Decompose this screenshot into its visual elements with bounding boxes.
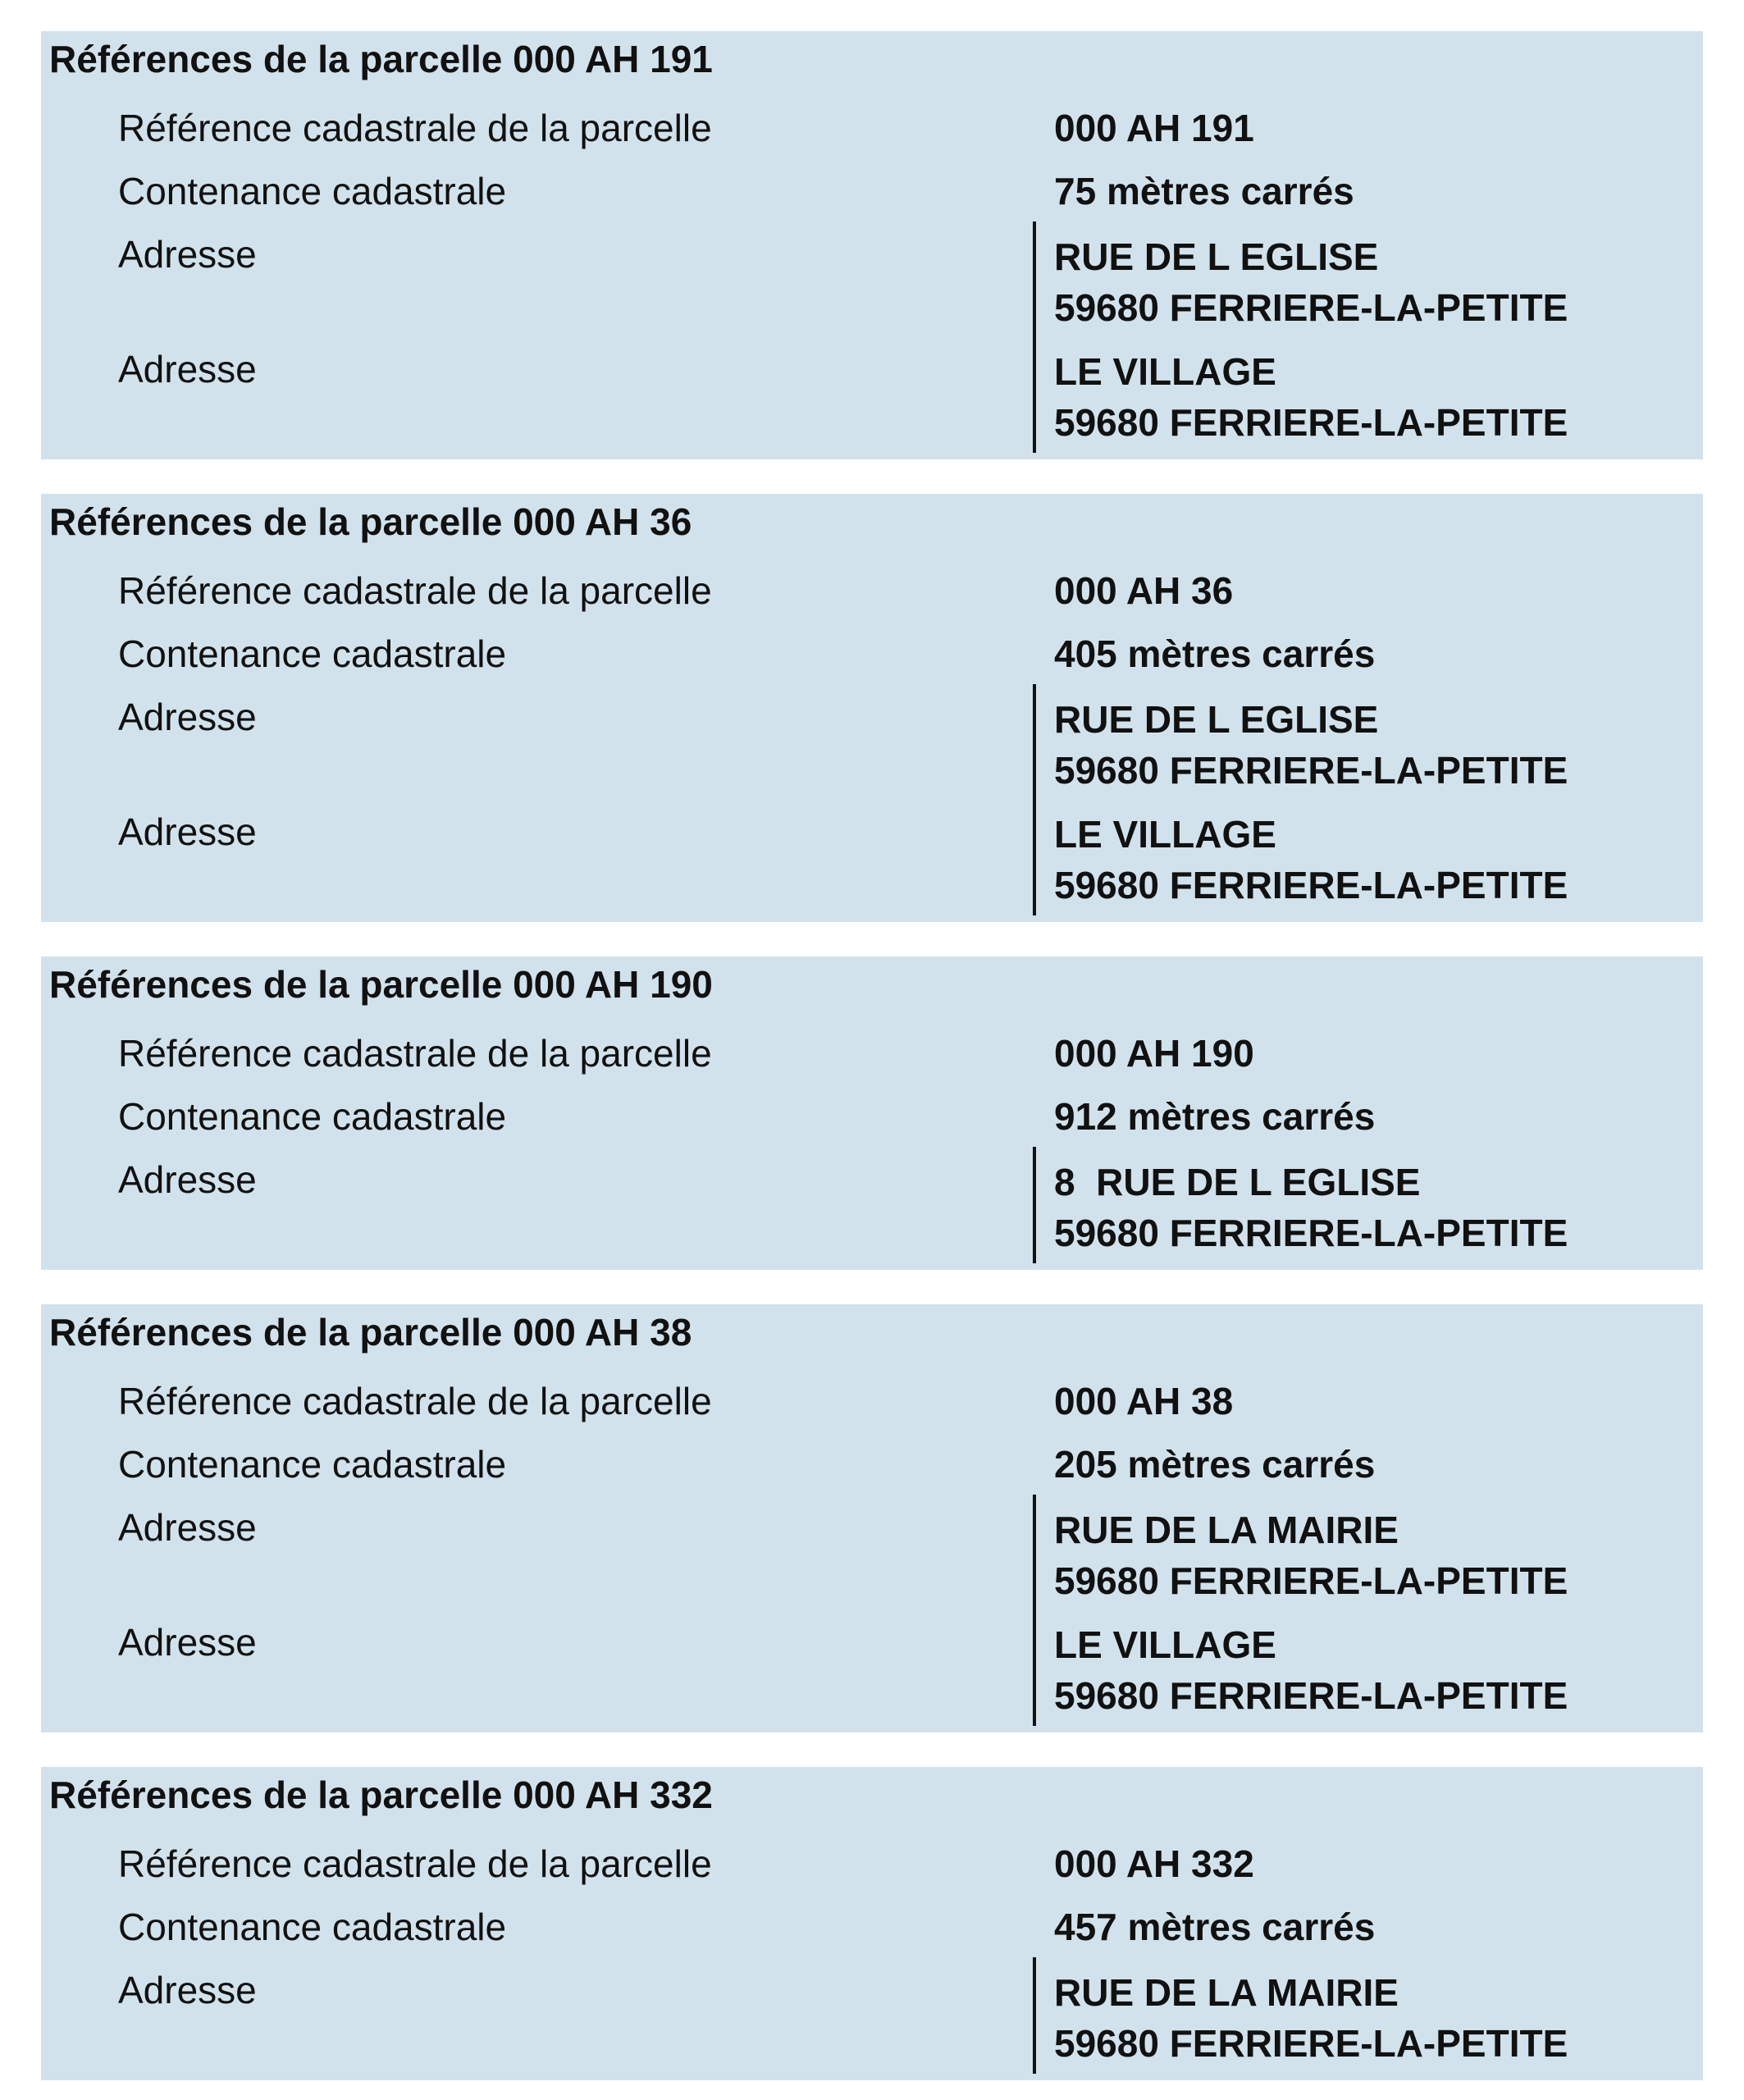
adresse-label: Adresse (118, 1969, 257, 2011)
address-value (1054, 694, 1568, 796)
address-street: LE VILLAGE (1054, 813, 1276, 856)
reference-value: 000 AH 36 (1054, 569, 1234, 612)
address-street: RUE DE L EGLISE (1054, 235, 1379, 278)
address-value (1054, 1504, 1568, 1606)
contenance-label: Contenance cadastrale (118, 1443, 507, 1486)
address-divider (1033, 1147, 1036, 1263)
parcel-title: Références de la parcelle 000 AH 191 (49, 38, 713, 80)
address-city: 59680 FERRIERE-LA-PETITE (1054, 749, 1568, 792)
address-value (1054, 346, 1568, 448)
address-city: 59680 FERRIERE-LA-PETITE (1054, 401, 1568, 444)
address-divider (1033, 684, 1036, 915)
contenance-value: 205 mètres carrés (1054, 1443, 1376, 1486)
parcel-block (41, 1767, 1703, 2080)
contenance-value: 457 mètres carrés (1054, 1906, 1376, 1948)
parcel-block (41, 1304, 1703, 1732)
reference-label: Référence cadastrale de la parcelle (118, 569, 712, 612)
address-street: 8 RUE DE L EGLISE (1054, 1161, 1421, 1203)
adresse-label: Adresse (118, 233, 257, 276)
parcel-block (41, 956, 1703, 1270)
address-city: 59680 FERRIERE-LA-PETITE (1054, 2022, 1568, 2065)
address-value (1054, 1157, 1568, 1258)
address-divider (1033, 1957, 1036, 2074)
contenance-value: 912 mètres carrés (1054, 1095, 1376, 1138)
reference-label: Référence cadastrale de la parcelle (118, 1032, 712, 1075)
adresse-label: Adresse (118, 1621, 257, 1664)
parcel-title: Références de la parcelle 000 AH 38 (49, 1311, 692, 1354)
address-city: 59680 FERRIERE-LA-PETITE (1054, 286, 1568, 329)
parcel-block (41, 494, 1703, 922)
parcel-title: Références de la parcelle 000 AH 36 (49, 500, 692, 543)
reference-label: Référence cadastrale de la parcelle (118, 1380, 712, 1422)
adresse-label: Adresse (118, 1158, 257, 1201)
address-divider (1033, 1495, 1036, 1726)
address-value (1054, 231, 1568, 333)
contenance-label: Contenance cadastrale (118, 1906, 507, 1948)
reference-label: Référence cadastrale de la parcelle (118, 107, 712, 149)
address-city: 59680 FERRIERE-LA-PETITE (1054, 1212, 1568, 1254)
reference-label: Référence cadastrale de la parcelle (118, 1842, 712, 1885)
address-street: LE VILLAGE (1054, 350, 1276, 393)
adresse-label: Adresse (118, 810, 257, 853)
address-street: RUE DE LA MAIRIE (1054, 1509, 1399, 1551)
reference-value: 000 AH 332 (1054, 1842, 1254, 1885)
parcel-title: Références de la parcelle 000 AH 332 (49, 1774, 713, 1816)
adresse-label: Adresse (118, 1506, 257, 1549)
contenance-label: Contenance cadastrale (118, 632, 507, 675)
address-value (1054, 1967, 1568, 2069)
address-city: 59680 FERRIERE-LA-PETITE (1054, 1674, 1568, 1717)
contenance-value: 75 mètres carrés (1054, 170, 1354, 212)
adresse-label: Adresse (118, 696, 257, 738)
contenance-value: 405 mètres carrés (1054, 632, 1376, 675)
address-divider (1033, 221, 1036, 453)
address-city: 59680 FERRIERE-LA-PETITE (1054, 864, 1568, 906)
address-street: RUE DE L EGLISE (1054, 698, 1379, 741)
parcel-block (41, 31, 1703, 459)
reference-value: 000 AH 191 (1054, 107, 1254, 149)
address-street: RUE DE LA MAIRIE (1054, 1971, 1399, 2014)
contenance-label: Contenance cadastrale (118, 1095, 507, 1138)
parcel-title: Références de la parcelle 000 AH 190 (49, 963, 713, 1006)
contenance-label: Contenance cadastrale (118, 170, 507, 212)
address-value (1054, 1619, 1568, 1721)
reference-value: 000 AH 190 (1054, 1032, 1254, 1075)
address-value (1054, 809, 1568, 911)
reference-value: 000 AH 38 (1054, 1380, 1234, 1422)
address-street: LE VILLAGE (1054, 1623, 1276, 1666)
address-city: 59680 FERRIERE-LA-PETITE (1054, 1559, 1568, 1602)
adresse-label: Adresse (118, 348, 257, 390)
